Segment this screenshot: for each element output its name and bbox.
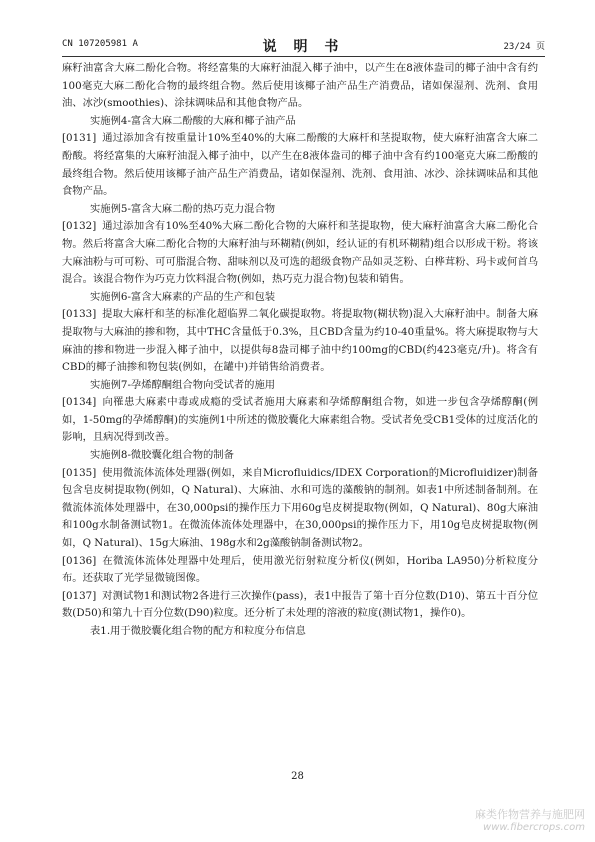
page-label: 23/24 页 [503,42,545,52]
paragraph-text: 提取大麻杆和茎的标准化超临界二氧化碳提取物。将提取物(糊状物)混入大麻籽油中。制备大麻提取物与大麻油的掺和物，其中THC含量低于0.3%，且CBD含量为约10-40重量%。将大麻提取物与大麻油的掺和物进一步混入椰子油中，以提供每8盎司椰子油中约100mg的CBD(约423毫克/升)。将含有CBD的椰子油掺和物包装(例如，在罐中)并销售给消费者。 [62,308,538,374]
paragraph-number: [0136] [62,554,97,567]
paragraph [62,130,538,200]
page-header [62,36,545,54]
paragraph-text: 通过添加含有10%至40%大麻二酚化合物的大麻杆和茎提取物，使大麻籽油富含大麻二酚化合物。然后将富含大麻二酚化合物的大麻籽油与环糊精(例如，经认证的有机环糊精)组合以形成干粉。将该大麻油粉与可可粉、可可脂混合物、甜味剂以及可选的超级食物产品如灵芝粉、白桦茸粉、玛卡或何首乌混合。该混合物作为巧克力饮料混合物(例如，热巧克力混合物)包装和销售。 [62,220,538,286]
paragraph [62,465,538,553]
document-title: 说 明 书 [262,39,345,55]
patent-number: CN 107205981 A [62,39,138,49]
paragraph [62,553,538,588]
paragraph [62,588,538,623]
section-heading: 表1.用于微胶囊化组合物的配方和粒度分布信息 [90,625,306,637]
watermark [475,808,585,834]
section-heading: 实施例6-富含大麻素的产品的生产和包装 [90,290,276,303]
paragraph-text: 向罹患大麻素中毒或成瘾的受试者施用大麻素和孕烯醇酮组合物，如进一步包含孕烯醇酮(例如，1-50mg的孕烯醇酮)的实施例1中所述的微胶囊化大麻素组合物。受试者免受CB1受体的过度活化的影响，且病况得到改善。 [62,396,538,444]
section-heading: 实施例5-富含大麻二酚的热巧克力混合物 [90,202,276,215]
page-number: 28 [291,771,304,782]
paragraph-text: 麻籽油富含大麻二酚化合物。将经富集的大麻籽油混入椰子油中，以产生在8液体盎司的椰子油中含有约100毫克大麻二酚化合物的最终组合物。然后使用该椰子油产品生产消费品，诸如保湿剂、洗剂、食用油、冰沙(smoothies)、涂抹调味品和其他食物产品。 [62,62,538,110]
section-heading: 实施例8-微胶囊化组合物的制备 [90,449,234,462]
document-body [62,60,538,641]
paragraph-text: 对测试物1和测试物2各进行三次操作(pass)，表1中报告了第十百分位数(D10)、第五十百分位数(D50)和第九十百分位数(D90)粒度。还分析了未处理的溶液的粒度(测试物1，操作0)。 [62,589,538,620]
paragraph [62,218,538,288]
paragraph-number: [0134] [62,396,97,409]
paragraph [62,394,538,447]
paragraph-text: 通过添加含有按重量计10%至40%的大麻二酚酸的大麻杆和茎提取物，使大麻籽油富含大麻二酚酸。将经富集的大麻籽油混入椰子油中，以产生在8液体盎司的椰子油中含有约100毫克大麻二酚酸的最终组合物。然后使用该椰子油产品生产消费品，诸如保湿剂、洗剂、食用油、冰沙、涂抹调味品和其他食物产品。 [62,132,538,198]
paragraph-number: [0132] [62,220,97,233]
watermark-url: www.fibercrops.com [483,822,585,833]
header-rule [62,56,545,57]
section-heading: 实施例7-孕烯醇酮组合物向受试者的施用 [90,378,276,391]
paragraph-number: [0133] [62,308,97,321]
paragraph-number: [0137] [62,589,97,602]
paragraph-number: [0131] [62,132,97,145]
paragraph-text: 使用微流体流体处理器(例如，来自Microfluidics/IDEX Corporation的Microfluidizer)制备包含皂皮树提取物(例如，Q Natural)、大麻油、水和可选的藻酸钠的制剂。如表1中所述制备制剂。在微流体流体处理器中，在30,000psi的操作压力下用60g皂皮树提取物(例如，Q Natural)、80g大麻油和100g水制备测试物1。在微流体流体处理器中，在30,000psi的操作压力下，用10g皂皮树提取物(例如，Q Natural)、15g大麻油、198g水和2g藻酸钠制备测试物2。 [62,466,538,550]
watermark-title: 麻类作物营养与施肥网 [475,808,585,821]
paragraph-number: [0135] [62,466,97,479]
section-heading: 实施例4-富含大麻二酚酸的大麻和椰子油产品 [90,114,296,127]
paragraph [62,306,538,376]
paragraph-text: 在微流体流体处理器中处理后，使用激光衍射粒度分析仪(例如，Horiba LA950)分析粒度分布。还获取了光学显微镜图像。 [62,554,538,585]
